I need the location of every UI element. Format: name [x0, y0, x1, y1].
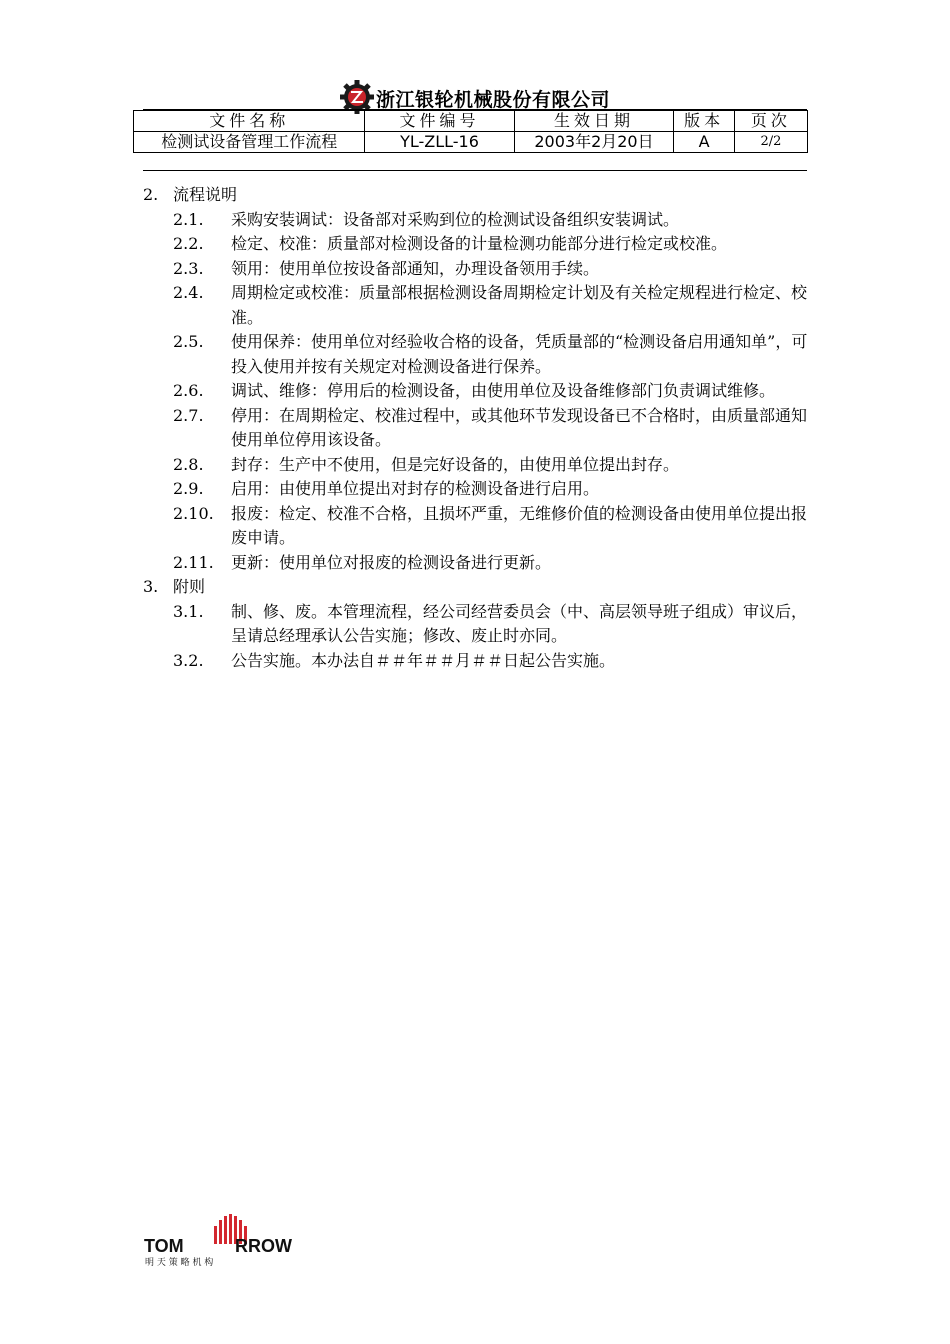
list-item [143, 330, 817, 379]
list-item [143, 649, 817, 674]
item-number: 2.11. [173, 552, 214, 572]
list-item [143, 404, 817, 453]
value-effective-date: 2003年2月20日 [514, 132, 674, 153]
list-item [143, 551, 817, 576]
item-text: 调试、维修：停用后的检测设备，由使用单位及设备维修部门负责调试维修。 [231, 381, 776, 400]
item-number: 2.4. [173, 283, 204, 302]
tomorrow-brand-logo-icon [142, 1212, 307, 1272]
label-effective-date: 生效日期 [514, 111, 674, 132]
item-text: 启用：由使用单位提出对封存的检测设备进行启用。 [231, 479, 600, 498]
item-number: 2.3. [173, 258, 204, 278]
item-text: 制、修、废。本管理流程，经公司经营委员会（中、高层领导班子组成）审议后，呈请总经理承认公告实施；修改、废止时亦同。 [231, 601, 808, 645]
item-text: 使用保养：使用单位对经验收合格的设备，凭质量部的“检测设备启用通知单”，可投入使用并按有关规定对检测设备进行保养。 [231, 332, 808, 376]
header-bottom-rule [143, 170, 807, 171]
list-item [143, 502, 817, 551]
item-number: 2.6. [173, 381, 204, 400]
list-item [143, 208, 817, 233]
value-file-name: 检测试设备管理工作流程 [134, 132, 365, 153]
section-title: 流程说明 [173, 185, 238, 204]
item-number: 2.10. [173, 503, 214, 523]
document-info-table [133, 110, 808, 153]
section-number: 2. [143, 185, 159, 204]
item-text: 领用：使用单位按设备部通知，办理设备领用手续。 [231, 258, 600, 278]
list-item [143, 453, 817, 478]
item-number: 2.7. [173, 405, 204, 425]
label-page: 页次 [734, 111, 807, 132]
item-text: 停用：在周期检定、校准过程中，或其他环节发现设备已不合格时，由质量部通知使用单位停用该设备。 [231, 405, 808, 449]
info-table-value-row [134, 132, 808, 153]
item-number: 2.8. [173, 454, 204, 474]
list-item [143, 477, 817, 502]
section-heading [143, 183, 823, 208]
item-text: 采购安装调试：设备部对采购到位的检测试设备组织安装调试。 [231, 209, 680, 229]
brand-text-left: TOM [144, 1236, 184, 1256]
section-number: 3. [143, 577, 159, 596]
label-file-number: 文件编号 [365, 111, 514, 132]
section-title: 附则 [173, 577, 206, 596]
item-text: 检定、校准：质量部对检测设备的计量检测功能部分进行检定或校准。 [231, 234, 728, 253]
item-number: 3.2. [173, 650, 204, 670]
item-text: 封存：生产中不使用，但是完好设备的，由使用单位提出封存。 [231, 454, 680, 474]
item-text: 报废：检定、校准不合格，且损坏严重，无维修价值的检测设备由使用单位提出报废申请。 [231, 503, 808, 547]
company-name: 浙江银轮机械股份有限公司 [375, 89, 610, 111]
list-item [143, 379, 817, 404]
item-number: 2.1. [173, 209, 204, 229]
brand-subtitle: 明 天 策 略 机 构 [145, 1258, 214, 1268]
value-page: 2/2 [734, 132, 807, 153]
section-heading [143, 575, 823, 600]
item-number: 2.2. [173, 234, 204, 253]
list-item [143, 232, 817, 257]
list-item [143, 281, 817, 330]
value-version: A [674, 132, 734, 153]
item-number: 2.5. [173, 332, 204, 351]
brand-text-right: RROW [235, 1236, 292, 1256]
label-file-name: 文件名称 [134, 111, 365, 132]
list-item [143, 600, 817, 649]
item-number: 2.9. [173, 479, 204, 498]
item-text: 公告实施。本办法自＃＃年＃＃月＃＃日起公告实施。 [231, 650, 616, 670]
document-body [143, 183, 823, 673]
item-text: 周期检定或校准：质量部根据检测设备周期检定计划及有关检定规程进行检定、校准。 [231, 283, 808, 327]
info-table-header-row [134, 111, 808, 132]
value-file-number: YL-ZLL-16 [365, 132, 514, 153]
item-text: 更新：使用单位对报废的检测设备进行更新。 [231, 552, 552, 572]
label-version: 版本 [674, 111, 734, 132]
item-number: 3.1. [173, 601, 204, 621]
list-item [143, 257, 817, 282]
